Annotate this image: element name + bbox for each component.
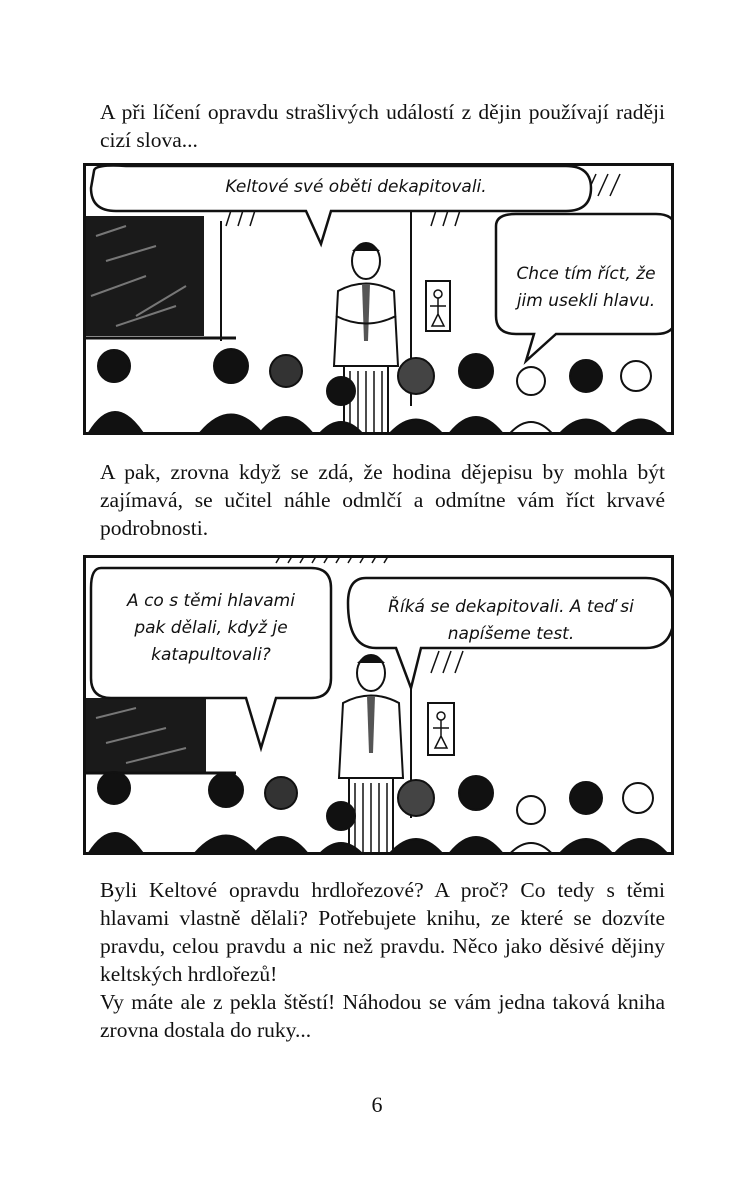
student-bubble-line: pak dělali, když je bbox=[134, 618, 288, 638]
student-bubble-line: jim usekli hlavu. bbox=[516, 291, 656, 311]
student-bubble-line: Chce tím říct, že bbox=[516, 264, 656, 284]
middle-text: A pak, zrovna když se zdá, že hodina dějepisu by mohla být zajímavá, se učitel náhle odmlčí a odmítne vám říct krvavé podrobnosti. bbox=[100, 460, 665, 540]
teacher-bubble-line: Říká se dekapitovali. A teď si bbox=[388, 597, 634, 617]
teacher-bubble-line: napíšeme test. bbox=[447, 624, 575, 644]
closing-text-2: Vy máte ale z pekla štěstí! Náhodou se vám jedna taková kniha zrovna dostala do ruky... bbox=[100, 990, 665, 1042]
student-speech-bubble bbox=[496, 261, 674, 315]
student-bubble-line: A co s těmi hlavami bbox=[127, 591, 295, 611]
comic-panel-2 bbox=[83, 555, 674, 855]
teacher-bubble-text: Keltové své oběti dekapitovali. bbox=[225, 177, 487, 197]
middle-paragraph bbox=[100, 458, 665, 542]
intro-text: A při líčení opravdu strašlivých událostí z dějin používají raději cizí slova... bbox=[100, 100, 665, 152]
student-bubble-line: katapultovali? bbox=[151, 645, 271, 665]
page-number: 6 bbox=[371, 1092, 383, 1117]
student-speech-bubble bbox=[91, 588, 331, 669]
closing-paragraph bbox=[100, 876, 665, 1044]
teacher-speech-bubble bbox=[348, 594, 674, 648]
teacher-speech-bubble bbox=[146, 174, 566, 201]
intro-paragraph bbox=[100, 98, 665, 154]
closing-text-1: Byli Keltové opravdu hrdlořezové? A proč? Co tedy s těmi hlavami vlastně dělali? Potřebujete knihu, ze které se dozvíte pravdu, celou pravdu a nic než pravdu. Něco jako děsivé dějiny keltských hrdlořezů! bbox=[100, 878, 665, 986]
comic-panel-1 bbox=[83, 163, 674, 435]
